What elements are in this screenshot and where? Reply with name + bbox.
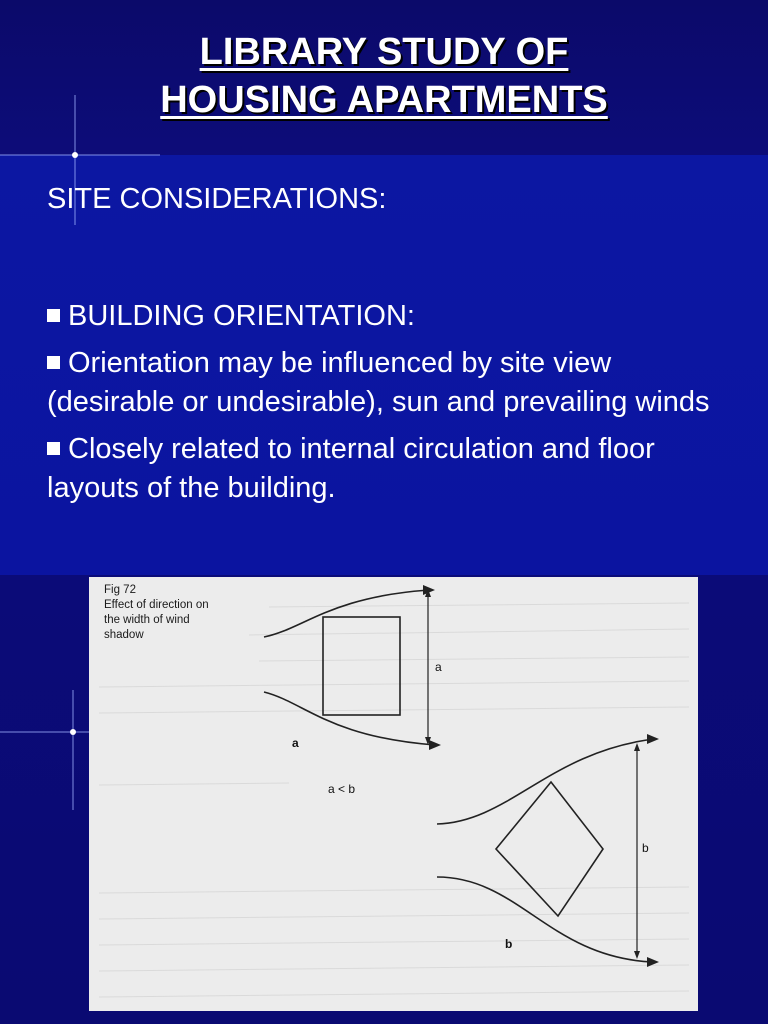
label-b-width: b [642,841,649,855]
bullet-text: BUILDING ORIENTATION: [68,300,415,332]
label-a-case: a [292,736,299,750]
bullet-text: Orientation may be influenced by site view (desirable or undesirable), sun and prevailing winds [47,347,710,418]
page-title-line-1: LIBRARY STUDY OF [199,31,569,73]
wind-shadow-figure [89,577,698,1011]
bullet-item-circulation [47,430,737,508]
bullet-item-building-orientation [47,297,737,336]
page-title [0,28,768,124]
figure-caption-line: Effect of direction on [104,599,209,611]
square-bullet-icon [47,442,60,455]
figure-caption-line: the width of wind [104,614,190,626]
square-bullet-icon [47,356,60,369]
case-a-diagram [264,585,441,750]
label-b-case: b [505,937,513,951]
bullet-item-orientation-influence [47,344,737,422]
label-a-width: a [435,660,442,674]
page-title-line-2: HOUSING APARTMENTS [160,79,608,121]
figure-caption-line: shadow [104,629,144,641]
figure-caption [104,583,244,643]
scan-texture [99,603,689,997]
figure-caption-number: Fig 72 [104,584,136,596]
bullet-text: Closely related to internal circulation and floor layouts of the building. [47,433,655,504]
square-bullet-icon [47,309,60,322]
case-b-diagram [437,734,659,967]
slide-body [47,180,737,516]
label-relation: a < b [328,782,356,796]
section-heading: SITE CONSIDERATIONS: [47,183,387,215]
